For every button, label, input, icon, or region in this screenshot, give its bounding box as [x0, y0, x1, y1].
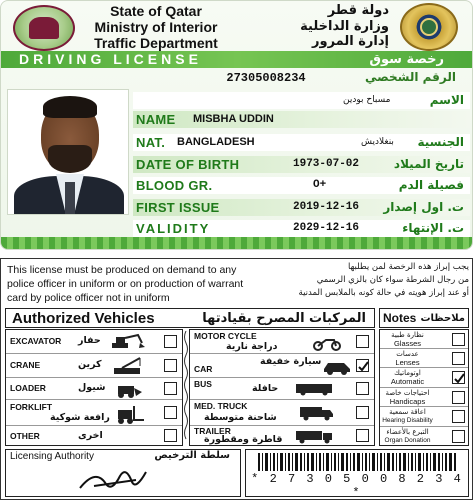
dob-row — [133, 156, 470, 173]
note-checkbox[interactable] — [452, 371, 465, 384]
vehicle-checkbox[interactable] — [356, 382, 369, 395]
vehicle-label-ar: حفار — [78, 335, 101, 346]
ministry-header-en — [81, 3, 231, 51]
checkmark-icon — [357, 360, 370, 373]
notice-line-ar: من رجال الشرطة سواء كان بالزي الرسمي — [316, 275, 469, 285]
vehicle-label: FORKLIFT — [10, 402, 53, 412]
nationality-label: NAT. — [136, 135, 166, 150]
name-value-ar: مسباح بودين — [343, 95, 391, 105]
nationality-row — [133, 134, 470, 151]
note-label: Automatic — [390, 377, 425, 386]
vehicle-row-other — [6, 426, 182, 447]
nationality-value: BANGLADESH — [177, 136, 255, 148]
note-label-ar: احتياجات خاصة — [385, 389, 430, 397]
vehicle-checkbox[interactable] — [164, 382, 177, 395]
vehicle-label-ar: حافلة — [252, 383, 279, 394]
header-ministry-ar: وزارة الداخلية — [300, 18, 389, 34]
vehicle-label: CRANE — [10, 360, 41, 370]
checkmark-icon — [453, 372, 466, 385]
license-back-card — [0, 258, 473, 500]
vehicle-label-ar: شاحنة متوسطة — [204, 412, 277, 423]
note-row-glasses — [380, 330, 468, 349]
first-issue-value: 2019-12-16 — [293, 201, 360, 213]
vehicle-checkbox[interactable] — [164, 429, 177, 442]
vehicle-label-ar: رافعة شوكية — [50, 412, 110, 423]
vehicle-row-bus — [190, 378, 374, 400]
authorized-vehicles-header — [5, 308, 375, 328]
blood-group-label: BLOOD GR. — [136, 178, 213, 193]
vehicle-row-forklift — [6, 400, 182, 426]
nationality-label-ar: الجنسية — [417, 135, 464, 149]
vehicle-row-excavator — [6, 330, 182, 354]
note-label-ar: اعاقة سمعية — [389, 408, 426, 416]
notice-text: This license must be produced on demand to any police officer in uniform or on production of warrant card by police officer not in uniform — [7, 264, 244, 304]
vehicle-label: EXCAVATOR — [10, 336, 62, 346]
vehicle-label: TRAILER — [194, 426, 231, 436]
personal-number-label-ar: الرقم الشخصي — [365, 70, 456, 84]
licensing-authority-label: Licensing Authority — [10, 451, 94, 462]
blood-group-value: O+ — [313, 179, 327, 191]
vehicle-row-car — [190, 354, 374, 378]
name-row — [133, 111, 470, 128]
vehicle-checkbox[interactable] — [356, 335, 369, 348]
note-row-automatic — [380, 368, 468, 388]
vehicle-label: LOADER — [10, 383, 46, 393]
notes-title-ar: ملاحظات — [420, 313, 465, 324]
driving-license-title: DRIVING LICENSE — [19, 51, 202, 67]
license-number: 27305008234 — [226, 71, 306, 85]
bus-icon — [294, 382, 334, 396]
licensing-authority-label-ar: سلطة الترخيص — [154, 450, 230, 461]
note-label-ar: عدسات — [396, 350, 419, 358]
name-label: NAME — [136, 112, 176, 127]
note-row-organ-donation — [380, 427, 468, 447]
vehicle-label-ar: سيارة خفيفة — [260, 356, 322, 367]
header-department: Traffic Department — [94, 35, 218, 51]
vehicle-row-med-truck — [190, 400, 374, 426]
note-checkbox[interactable] — [452, 391, 465, 404]
ministry-header-ar — [281, 3, 389, 50]
vehicle-row-loader — [6, 378, 182, 400]
header-department-ar: إدارة المرور — [312, 34, 389, 49]
name-ar-row — [133, 92, 470, 109]
crane-icon — [110, 356, 146, 376]
header-state: State of Qatar — [110, 3, 202, 19]
motorcycle-icon — [312, 335, 342, 351]
driving-license-title-ar: رخصة سوق — [369, 52, 444, 67]
validity-row — [133, 220, 470, 237]
loader-icon — [110, 380, 146, 398]
vehicle-checkbox[interactable] — [164, 335, 177, 348]
note-checkbox[interactable] — [452, 352, 465, 365]
vehicle-checkbox[interactable] — [164, 406, 177, 419]
name-label-ar: الاسم — [429, 93, 464, 107]
vehicle-row-motorcycle — [190, 330, 374, 354]
note-label: Handicaps — [389, 397, 426, 406]
first-issue-label-ar: ت. اول إصدار — [383, 200, 464, 214]
vehicle-label-ar: دراجة نارية — [226, 341, 278, 352]
note-row-handicaps — [380, 388, 468, 407]
validity-value: 2029-12-16 — [293, 222, 360, 234]
note-row-hearing — [380, 407, 468, 427]
note-checkbox[interactable] — [452, 333, 465, 346]
name-value: MISBHA UDDIN — [193, 113, 274, 125]
vehicle-label: MED. TRUCK — [194, 401, 248, 411]
notice-text-ar — [251, 261, 469, 300]
vehicle-checkbox[interactable] — [356, 406, 369, 419]
note-label-ar: نظارة طبية — [391, 331, 424, 339]
signature-image — [76, 462, 156, 496]
vehicle-label: BUS — [194, 379, 212, 389]
vehicle-checkbox[interactable] — [356, 429, 369, 442]
gcc-emblem-icon — [400, 3, 458, 51]
header-state-ar: دولة قطر — [327, 3, 389, 18]
vehicle-row-crane — [6, 354, 182, 378]
barcode-number: * 2 7 3 0 5 0 0 8 2 3 4 * — [251, 472, 463, 500]
vehicle-label: OTHER — [10, 431, 40, 441]
note-checkbox[interactable] — [452, 410, 465, 423]
holder-photo — [7, 89, 129, 215]
notes-header — [379, 308, 469, 328]
notes-column — [379, 329, 469, 446]
blood-group-row — [133, 177, 470, 194]
authorized-vehicles-title: Authorized Vehicles — [12, 310, 155, 327]
qatar-emblem-icon — [13, 5, 75, 51]
excavator-icon — [110, 333, 146, 351]
note-checkbox[interactable] — [452, 430, 465, 443]
note-label: Lenses — [395, 358, 420, 367]
vehicle-checkbox[interactable] — [164, 359, 177, 372]
notice-line-ar: أو عند إبراز هويته في حالة كونه بالملابس المدنية — [298, 288, 469, 298]
validity-label: VALIDITY — [136, 221, 211, 236]
authorized-vehicles-title-ar: المركبات المصرح بقيادتها — [202, 311, 366, 326]
vehicle-label-ar: اخرى — [78, 430, 103, 441]
first-issue-label: FIRST ISSUE — [136, 200, 220, 215]
vehicle-label-ar: قاطرة ومقطورة — [204, 434, 283, 445]
note-label: Hearing Disability — [382, 417, 433, 424]
vehicles-right-column — [189, 329, 375, 446]
title-band — [1, 51, 473, 68]
trailer-icon — [294, 429, 334, 444]
car-icon — [322, 359, 352, 375]
first-issue-row — [133, 199, 470, 216]
vehicle-label: CAR — [194, 364, 213, 374]
licensing-authority-box — [5, 449, 241, 497]
forklift-icon — [114, 404, 146, 424]
note-label-ar: التبرع بالأعضاء — [386, 428, 429, 436]
note-row-lenses — [380, 349, 468, 368]
barcode-box — [245, 449, 469, 500]
dob-value: 1973-07-02 — [293, 158, 360, 170]
bottom-band — [1, 237, 473, 250]
vehicles-left-column — [5, 329, 183, 446]
note-label-ar: اوتوماتيك — [394, 369, 421, 377]
vehicle-label: MOTOR CYCLE — [194, 331, 257, 341]
dob-label-ar: تاريخ الميلاد — [393, 157, 464, 171]
truck-icon — [298, 405, 334, 421]
blood-group-label-ar: فصيلة الدم — [398, 178, 464, 192]
notice-line-ar: يجب إبراز هذه الرخصة لمن يطلبها — [347, 262, 469, 272]
nationality-value-ar: بنغلاديش — [361, 137, 394, 147]
barcode-icon — [258, 453, 458, 471]
vehicle-label-ar: شيول — [78, 382, 106, 393]
header-ministry: Ministry of Interior — [94, 19, 218, 35]
vehicle-label-ar: كرين — [78, 359, 102, 370]
dob-label: DATE OF BIRTH — [136, 157, 240, 172]
notes-title: Notes — [383, 311, 417, 325]
vehicle-row-trailer — [190, 426, 374, 447]
vehicle-checkbox[interactable] — [356, 359, 369, 372]
validity-label-ar: ت. الإنتهاء — [402, 221, 464, 235]
note-label: Glasses — [393, 339, 422, 348]
note-label: Organ Donation — [384, 437, 431, 444]
